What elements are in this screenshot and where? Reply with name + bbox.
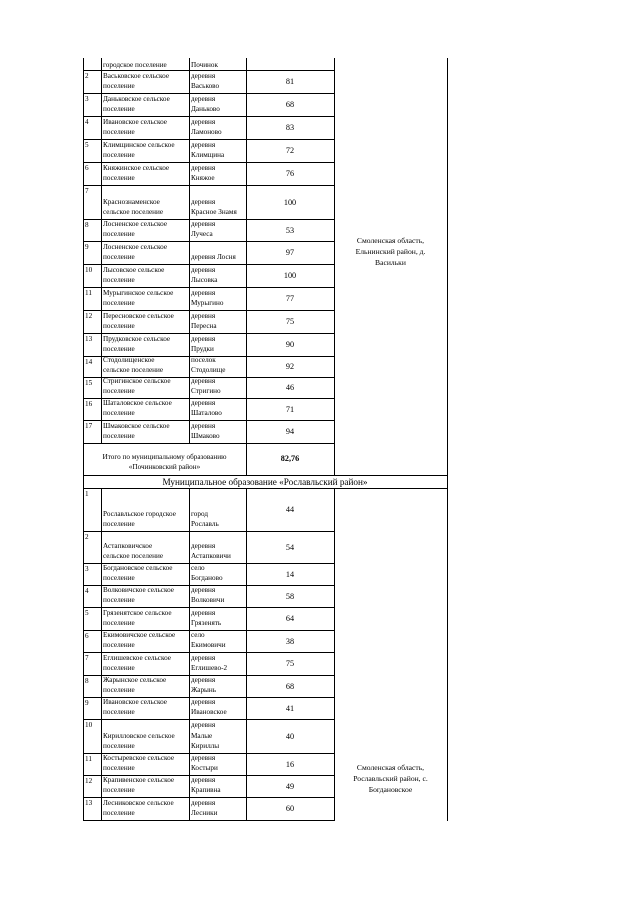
value-cell: 77 [285,294,295,303]
admin-center: деревня [191,399,216,407]
value-cell: 58 [285,591,295,601]
section-title: Муниципальное образование «Рославльский район» [162,477,368,487]
settlement-name: Лесниковское сельское [103,799,174,807]
settlement-name: Шаталовское сельское [103,399,172,407]
value-cell: 14 [285,569,295,579]
settlement-name: поселение [103,786,135,794]
value-cell: 71 [285,404,295,414]
table-rule [189,58,190,444]
value-cell: 49 [285,781,295,791]
row-number: 7 [85,654,89,662]
admin-center: Еглишево-2 [191,664,228,672]
settlement-name: поселение [103,387,135,395]
value-cell: 75 [285,317,295,326]
total-value: 82,76 [280,454,300,463]
admin-center: Княжое [191,174,215,182]
table-rule [189,488,190,821]
settlement-name: Екимовичское сельское [103,631,176,639]
settlement-name: Астапковичское [103,542,153,550]
settlement-name: Грязенятское сельское [103,609,172,617]
admin-center: поселок [191,356,216,364]
settlement-name: поселение [103,276,135,284]
admin-center: деревня [191,698,216,706]
table-rule [83,185,335,186]
table-rule [83,531,335,532]
settlement-name: Еглишевское сельское [103,654,171,662]
admin-center: Крапивна [191,786,221,794]
admin-center: город [191,510,208,518]
row-number: 11 [85,755,92,763]
row-number: 15 [85,379,93,387]
settlement-name: Мурыгинское сельское [103,289,174,297]
row-number: 7 [85,187,89,195]
value-cell: 60 [285,804,295,813]
row-number: 10 [85,266,93,274]
row-number: 12 [85,777,93,785]
admin-center: Стригино [191,387,221,395]
value-cell: 54 [285,542,295,552]
settlement-name: Богдановское сельское [103,564,173,572]
settlement-name: поселение [103,345,135,353]
location-cell: Смоленская область, Ельнинский район, д. Васильки [355,236,426,267]
admin-center: Астапковичи [191,552,231,560]
value-cell: 44 [285,505,295,514]
table-rule [447,58,448,821]
admin-center: деревня [191,721,216,729]
admin-center: деревня [191,799,216,807]
table-rule [83,58,84,821]
settlement-name: Стригинское сельское [103,377,171,385]
settlement-name: Климщинское сельское [103,141,175,149]
settlement-name: Крапивенское сельское [103,776,175,784]
row-number: 13 [85,799,93,807]
admin-center: деревня [191,586,216,594]
settlement-name: Краснознаменское [103,198,160,206]
value-cell: 97 [285,248,295,257]
row-number: 1 [85,490,89,498]
value-cell: 68 [285,681,295,691]
value-cell: 100 [283,197,297,207]
admin-center: деревня [191,220,216,228]
table-rule [246,488,247,821]
admin-center: Климщина [191,151,225,159]
admin-center: Богданово [191,574,223,582]
settlement-name: поселение [103,574,135,582]
row-number: 2 [85,72,89,80]
value-cell: 16 [285,759,295,769]
settlement-name: Кирилловское сельское [103,732,175,740]
value-cell: 75 [285,659,295,668]
value-cell: 83 [285,123,295,132]
admin-center: Переснa [191,322,217,330]
settlement-name: поселение [103,174,135,182]
value-cell: 76 [285,169,295,178]
row-number: 4 [85,587,89,595]
admin-center: деревня [191,95,216,103]
admin-center: Жарынь [191,686,216,694]
admin-center: Кириллы [191,742,220,750]
value-cell: 53 [285,225,295,235]
value-cell: 40 [285,731,295,741]
settlement-name: поселение [103,742,135,750]
admin-center: село [191,631,205,639]
settlement-name: поселение [103,82,135,90]
row-number: 16 [85,400,93,408]
row-number: 6 [85,164,89,172]
settlement-name: сельское поселение [103,366,164,374]
settlement-name: поселение [103,151,135,159]
settlement-name: сельское поселение [103,552,164,560]
admin-center: Грязенять [191,619,222,627]
table-rule [334,58,335,476]
settlement-name: Даньковское сельское [103,95,170,103]
settlement-name: поселение [103,299,135,307]
admin-center: Ивановское [191,708,227,716]
row-number: 5 [85,609,89,617]
admin-center: деревня [191,118,216,126]
admin-center: Екимовичи [191,641,226,649]
value-cell: 81 [285,77,295,86]
admin-center: Шаталово [191,409,222,417]
admin-center: Лысовка [191,276,218,284]
admin-center: деревня [191,776,216,784]
settlement-name: поселение [103,809,135,817]
settlement-name: поселение [103,596,135,604]
admin-center: деревня [191,377,216,385]
row-number: 2 [85,533,89,541]
row-number: 3 [85,95,89,103]
admin-center: Костыри [191,764,218,772]
settlement-name: Лосненское сельское [103,243,168,251]
settlement-name: Пересновское сельское [103,312,174,320]
location-cell: Смоленская область, Рославльский район, с. Богдановское [353,763,428,794]
table-rule [334,488,335,821]
row-number: 12 [85,312,93,320]
admin-center: Ламоново [191,128,222,136]
settlement-name: поселение [103,253,135,261]
settlement-name: сельское поселение [103,208,164,216]
settlement-name: поселение [103,520,135,528]
row-number: 17 [85,422,93,430]
settlement-name: Костыревское сельское [103,754,175,762]
settlement-name: Княжинское сельское [103,164,170,172]
table-rule [83,443,335,444]
admin-center: деревня [191,312,216,320]
admin-center: Малые [191,732,213,740]
settlement-name: Ивановское сельское [103,118,167,126]
value-cell: 90 [285,340,295,349]
admin-center: деревня [191,754,216,762]
settlement-name: поселение [103,641,135,649]
admin-center: Васьково [191,82,220,90]
settlement-name: поселение [103,322,135,330]
settlement-name: поселение [103,686,135,694]
admin-center: деревня [191,266,216,274]
settlement-name: городское поселение [103,61,167,69]
settlement-name: поселение [103,764,135,772]
settlement-name: Волковичское сельское [103,586,174,594]
row-number: 8 [85,221,89,229]
settlement-name: Лысовское сельское [103,266,165,274]
value-cell: 72 [285,146,295,155]
admin-center: деревня [191,654,216,662]
admin-center: Стодолище [191,366,226,374]
value-cell: 46 [285,383,295,392]
admin-center: Лучеса [191,230,213,238]
settlement-name: поселение [103,664,135,672]
settlement-name: поселение [103,619,135,627]
settlement-name: Стодолищенское [103,356,155,364]
row-number: 11 [85,289,92,297]
admin-center: деревня Лосня [191,253,236,261]
table-rule [83,820,335,821]
settlement-name: поселение [103,432,135,440]
admin-center: деревня [191,164,216,172]
settlement-name: Жарынское сельское [103,676,167,684]
settlement-name: Шмаковское сельское [103,422,170,430]
settlement-name: Прудковское сельское [103,335,171,343]
settlement-name: поселение [103,708,135,716]
value-cell: 41 [285,703,295,713]
row-number: 13 [85,335,93,343]
admin-center: деревня [191,422,216,430]
admin-center: деревня [191,141,216,149]
settlement-name: Ивановское сельское [103,698,167,706]
row-number: 3 [85,565,89,573]
value-cell: 92 [285,362,295,371]
admin-center: Прудки [191,345,214,353]
value-cell: 94 [285,427,295,436]
admin-center: деревня [191,542,216,550]
value-cell: 64 [285,614,295,623]
value-cell: 100 [283,271,297,280]
admin-center: Волковичи [191,596,225,604]
admin-center: Красное Знамя [191,208,237,216]
admin-center: деревня [191,609,216,617]
row-number: 8 [85,677,89,685]
row-number: 5 [85,141,89,149]
settlement-name: поселение [103,409,135,417]
table-rule [101,488,102,821]
total-label: Итого по муниципальному образованию «Починковский район» [102,453,227,471]
value-cell: 68 [285,100,295,109]
admin-center: деревня [191,198,216,206]
settlement-name: поселение [103,128,135,136]
admin-center: Лесники [191,809,218,817]
row-number: 9 [85,699,89,707]
admin-center: Даньково [191,105,220,113]
row-number: 14 [85,358,93,366]
admin-center: деревня [191,289,216,297]
row-number: 9 [85,243,89,251]
row-number: 10 [85,721,93,729]
settlement-name: поселение [103,105,135,113]
admin-center: Шмаково [191,432,220,440]
admin-center: Мурыгино [191,299,224,307]
admin-center: Починок [191,61,218,69]
admin-center: село [191,564,205,572]
row-number: 4 [85,118,89,126]
table-rule [83,488,335,489]
admin-center: деревня [191,72,216,80]
settlement-name: Лосненское сельское [103,220,168,228]
admin-center: деревня [191,335,216,343]
value-cell: 38 [285,636,295,646]
settlement-name: Рославльское городское [103,510,176,518]
row-number: 6 [85,632,89,640]
settlement-name: поселение [103,230,135,238]
settlement-name: Васьковское сельское [103,72,170,80]
table-rule [101,58,102,444]
admin-center: Рославль [191,520,219,528]
admin-center: деревня [191,676,216,684]
